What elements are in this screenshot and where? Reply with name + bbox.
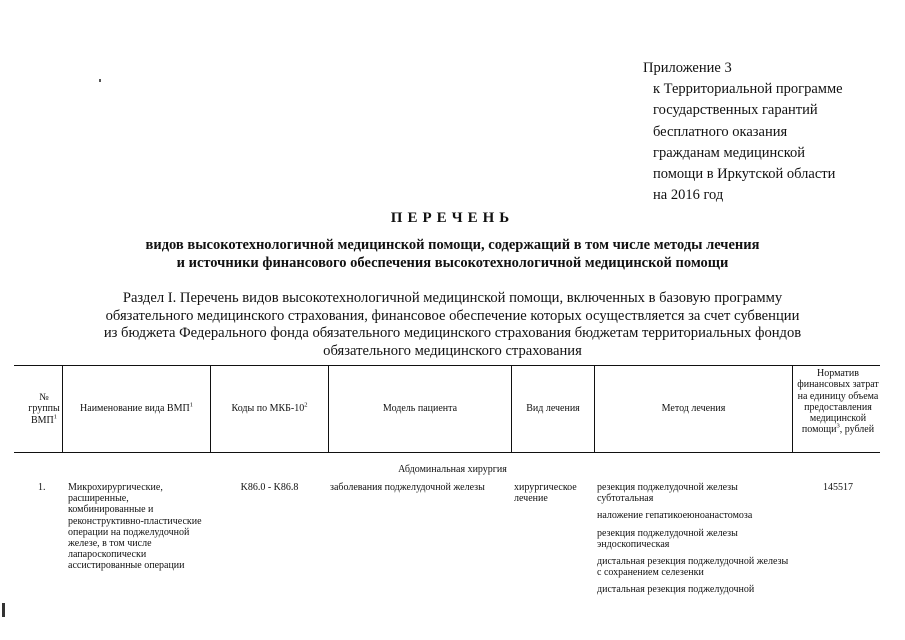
row-codes: K86.0 - K86.8 — [240, 482, 299, 493]
row-method: наложение гепатикоеюноанастомоза — [597, 510, 753, 521]
header-model: Модель пациента — [382, 403, 458, 414]
table-top-border — [14, 365, 880, 366]
appendix-line: бесплатного оказания — [653, 123, 788, 140]
row-number: 1. — [38, 482, 46, 493]
row-model: заболевания поджелудочной железы — [330, 482, 485, 493]
column-divider — [792, 365, 793, 453]
section-line: из бюджета Федерального фонда обязательного медицинского страхования бюджетам территориальных фондов — [103, 325, 802, 341]
row-norm: 145517 — [823, 482, 853, 493]
subtitle-line: и источники финансового обеспечения высокотехнологичной медицинской помощи — [176, 255, 729, 271]
row-method: резекция поджелудочной железы эндоскопическая — [597, 528, 738, 551]
scan-speck — [99, 79, 101, 82]
appendix-line: к Территориальной программе — [653, 81, 843, 98]
appendix-line: помощи в Иркутской области — [653, 166, 836, 183]
header-treatment-type: Вид лечения — [526, 403, 580, 414]
table-header-bottom-border — [14, 452, 880, 453]
section-heading — [0, 290, 905, 360]
row-treatment-type: хирургическое лечение — [514, 482, 577, 505]
appendix-line: государственных гарантий — [653, 102, 818, 119]
document-title: ПЕРЕЧЕНЬ — [390, 210, 515, 226]
row-name: Микрохирургические, расширенные, комбинированные и реконструктивно-пластические операции на поджелудочной железе, в том числе лапароскопически ассистированные операции — [68, 482, 202, 572]
appendix-line: на 2016 год — [653, 187, 724, 204]
subtitle-line: видов высокотехнологичной медицинской помощи, содержащий в том числе методы лечения — [145, 237, 760, 253]
section-line: обязательного медицинского страхования — [323, 342, 582, 359]
appendix-line: гражданам медицинской — [653, 144, 806, 161]
header-method: Метод лечения — [661, 403, 726, 414]
header-codes: Коды по МКБ-$10^2$ — [231, 401, 308, 414]
row-method: резекция поджелудочной железы субтотальная — [597, 482, 738, 505]
table-section-label: Абдоминальная хирургия — [398, 464, 507, 475]
header-name: Наименование вида ВМП$^1$ — [80, 401, 193, 414]
appendix-block — [643, 58, 893, 206]
scan-edge-mark — [2, 603, 5, 617]
section-line: Раздел I. Перечень видов высокотехнологичной медицинской помощи, включенных в базовую программу — [122, 290, 783, 306]
header-norm: Норматив финансовых затрат на единицу объема предоставления медицинской помощи$^3$, рублей — [797, 368, 879, 436]
row-method: дистальная резекция поджелудочной — [597, 584, 755, 595]
header-group-no: № группы ВМП$^1$ — [28, 392, 60, 426]
row-method: дистальная резекция поджелудочной железы с сохранением селезенки — [597, 556, 789, 579]
appendix-line: Приложение 3 — [643, 60, 732, 76]
document-subtitle — [0, 236, 905, 272]
section-line: обязательного медицинского страхования, финансовое обеспечение которых осуществляется за счет субвенции — [105, 307, 800, 324]
